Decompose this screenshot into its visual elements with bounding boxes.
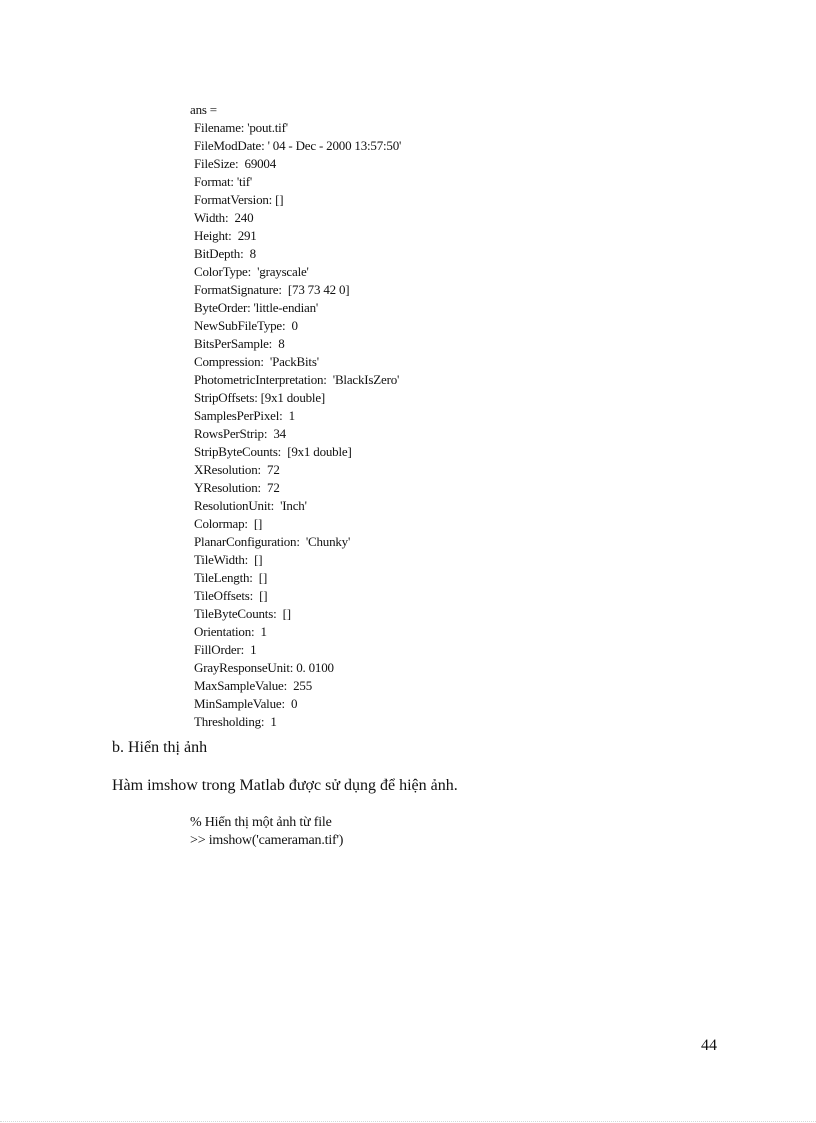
code-output-field: BitDepth: 8: [194, 246, 256, 261]
code-output-field: FileModDate: ' 04 - Dec - 2000 13:57:50': [194, 138, 402, 153]
code-output-field: Format: 'tif': [194, 174, 253, 189]
code-output-field: NewSubFileType: 0: [194, 318, 298, 333]
code-output-field: Compression: 'PackBits': [194, 354, 319, 369]
code-output-field: ResolutionUnit: 'Inch': [194, 498, 307, 513]
code-output-field: PhotometricInterpretation: 'BlackIsZero': [194, 372, 400, 387]
code-output-field: FileSize: 69004: [194, 156, 277, 171]
code-output-field: Filename: 'pout.tif': [194, 120, 288, 135]
example-code-block: [190, 814, 343, 850]
code-output-field: Colormap: []: [194, 516, 263, 531]
code-output-field: Orientation: 1: [194, 624, 267, 639]
code-output-field: SamplesPerPixel: 1: [194, 408, 295, 423]
code-output-field: FormatVersion: []: [194, 192, 284, 207]
code-output-field: XResolution: 72: [194, 462, 280, 477]
code-output-header: ans =: [190, 102, 217, 117]
code-output-field: Thresholding: 1: [194, 714, 277, 729]
code-output-field: TileLength: []: [194, 570, 268, 585]
code-output-field: StripOffsets: [9x1 double]: [194, 390, 326, 405]
code-output-field: StripByteCounts: [9x1 double]: [194, 444, 352, 459]
page-number: 44: [701, 1037, 717, 1054]
example-code-comment: % Hiển thị một ảnh từ file: [190, 815, 332, 830]
matlab-output-block: [190, 101, 401, 731]
section-heading: b. Hiển thị ảnh: [112, 739, 208, 756]
code-output-field: YResolution: 72: [194, 480, 280, 495]
code-output-field: ColorType: 'grayscale': [194, 264, 309, 279]
example-code-command: >> imshow('cameraman.tif'): [190, 833, 344, 848]
code-output-field: ByteOrder: 'little-endian': [194, 300, 319, 315]
code-output-field: RowsPerStrip: 34: [194, 426, 286, 441]
code-output-field: Height: 291: [194, 228, 257, 243]
body-paragraph: Hàm imshow trong Matlab được sử dụng để hiện ảnh.: [112, 777, 458, 794]
code-output-field: FillOrder: 1: [194, 642, 257, 657]
code-output-field: MaxSampleValue: 255: [194, 678, 313, 693]
code-output-field: TileWidth: []: [194, 552, 263, 567]
code-output-field: BitsPerSample: 8: [194, 336, 285, 351]
page-bottom-rule: [0, 1121, 816, 1122]
code-output-field: FormatSignature: [73 73 42 0]: [194, 282, 350, 297]
code-output-field: TileByteCounts: []: [194, 606, 291, 621]
code-output-field: PlanarConfiguration: 'Chunky': [194, 534, 351, 549]
code-output-field: GrayResponseUnit: 0. 0100: [194, 660, 334, 675]
code-output-field: Width: 240: [194, 210, 254, 225]
code-output-field: TileOffsets: []: [194, 588, 268, 603]
code-output-field: MinSampleValue: 0: [194, 696, 298, 711]
